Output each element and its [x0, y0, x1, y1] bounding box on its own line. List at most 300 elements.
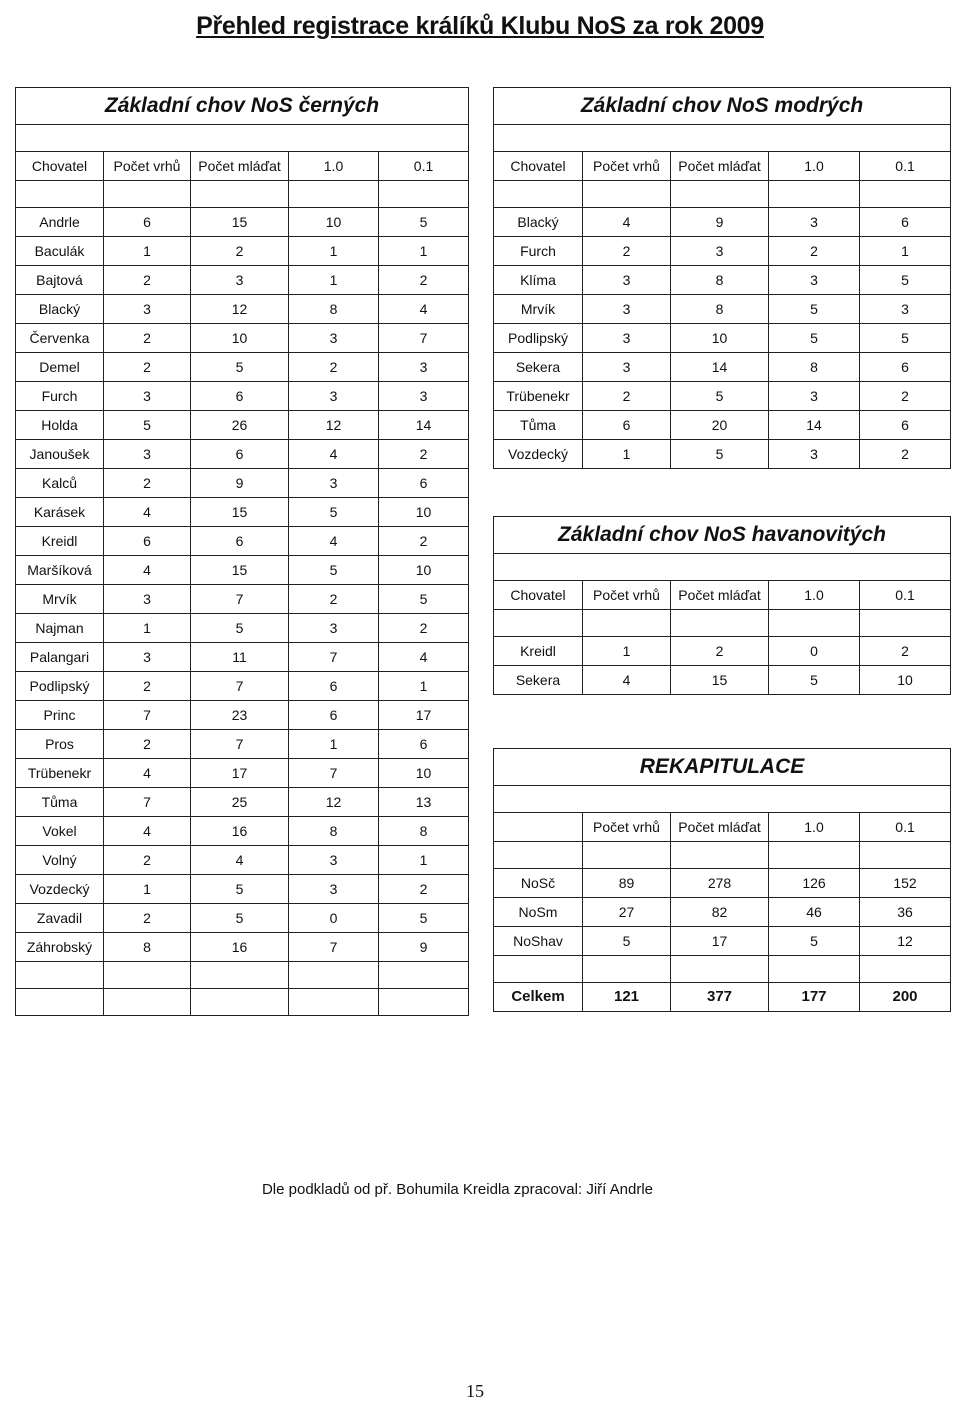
breeder-cell: Janoušek	[16, 440, 104, 469]
value-cell: 1	[289, 730, 379, 759]
breeder-cell: NoSč	[494, 869, 583, 898]
value-cell: 14	[671, 353, 769, 382]
table-row	[16, 875, 469, 904]
table-row	[16, 556, 469, 585]
empty-cell	[379, 181, 469, 208]
value-cell: 7	[191, 672, 289, 701]
breeder-cell: Baculák	[16, 237, 104, 266]
table-row	[16, 585, 469, 614]
spacer-row	[16, 125, 469, 152]
page-title: Přehled registrace králíků Klubu NoS za rok 2009	[196, 12, 764, 40]
column-header: Chovatel	[494, 152, 583, 181]
breeder-cell: Sekera	[494, 353, 583, 382]
value-cell: 7	[289, 643, 379, 672]
value-cell: 4	[104, 498, 191, 527]
value-cell: 1	[104, 237, 191, 266]
table-row	[16, 614, 469, 643]
value-cell: 9	[191, 469, 289, 498]
value-cell: 6	[289, 701, 379, 730]
value-cell: 3	[104, 382, 191, 411]
value-cell: 5	[379, 904, 469, 933]
breeder-cell: Bajtová	[16, 266, 104, 295]
value-cell: 12	[289, 788, 379, 817]
value-cell: 126	[769, 869, 860, 898]
total-value: 121	[583, 983, 671, 1012]
value-cell: 2	[104, 672, 191, 701]
value-cell: 3	[289, 469, 379, 498]
column-header: Počet vrhů	[583, 152, 671, 181]
breeder-cell: Maršíková	[16, 556, 104, 585]
value-cell: 3	[671, 237, 769, 266]
empty-cell	[494, 842, 583, 869]
black-breeding-table	[15, 87, 469, 1016]
value-cell: 15	[671, 666, 769, 695]
value-cell: 8	[769, 353, 860, 382]
value-cell: 89	[583, 869, 671, 898]
value-cell: 2	[191, 237, 289, 266]
value-cell: 1	[104, 614, 191, 643]
table-row	[16, 643, 469, 672]
blue-breeding-table	[493, 87, 951, 469]
value-cell: 5	[671, 440, 769, 469]
total-value: 377	[671, 983, 769, 1012]
value-cell: 3	[583, 266, 671, 295]
value-cell: 2	[379, 266, 469, 295]
empty-cell	[494, 956, 583, 983]
table-row	[16, 382, 469, 411]
column-header: Počet vrhů	[104, 152, 191, 181]
breeder-cell: Tůma	[16, 788, 104, 817]
table-row	[494, 786, 951, 813]
empty-cell	[769, 842, 860, 869]
value-cell: 278	[671, 869, 769, 898]
table-caption: Základní chov NoS černých	[16, 88, 469, 125]
breeder-cell: Kreidl	[16, 527, 104, 556]
value-cell: 2	[104, 266, 191, 295]
value-cell: 10	[379, 759, 469, 788]
table-caption: Základní chov NoS havanovitých	[494, 517, 951, 554]
total-row	[494, 983, 951, 1012]
value-cell: 5	[104, 411, 191, 440]
breeder-cell: Klíma	[494, 266, 583, 295]
breeder-cell: Najman	[16, 614, 104, 643]
value-cell: 8	[104, 933, 191, 962]
recap-table	[493, 748, 951, 1012]
column-header: 0.1	[379, 152, 469, 181]
value-cell: 3	[769, 440, 860, 469]
value-cell: 2	[583, 237, 671, 266]
column-header: Počet vrhů	[583, 581, 671, 610]
breeder-cell: Demel	[16, 353, 104, 382]
empty-cell	[191, 989, 289, 1016]
value-cell: 17	[671, 927, 769, 956]
empty-cell	[494, 610, 583, 637]
empty-cell	[769, 610, 860, 637]
value-cell: 0	[769, 637, 860, 666]
value-cell: 20	[671, 411, 769, 440]
table-row	[16, 411, 469, 440]
column-header: Chovatel	[16, 152, 104, 181]
value-cell: 3	[289, 614, 379, 643]
value-cell: 10	[671, 324, 769, 353]
empty-cell	[583, 956, 671, 983]
value-cell: 3	[583, 295, 671, 324]
empty-cell	[583, 610, 671, 637]
table-row	[494, 749, 951, 786]
table-row	[494, 88, 951, 125]
total-value: 177	[769, 983, 860, 1012]
empty-cell	[16, 962, 104, 989]
value-cell: 5	[769, 295, 860, 324]
table-row	[16, 788, 469, 817]
table-row	[16, 88, 469, 125]
value-cell: 5	[860, 266, 951, 295]
empty-cell	[671, 181, 769, 208]
table-row	[494, 324, 951, 353]
value-cell: 4	[379, 643, 469, 672]
breeder-cell: Zavadil	[16, 904, 104, 933]
table-row	[16, 730, 469, 759]
value-cell: 4	[583, 208, 671, 237]
column-header: 1.0	[769, 152, 860, 181]
table-row	[16, 353, 469, 382]
breeder-cell: Tůma	[494, 411, 583, 440]
breeder-cell: Karásek	[16, 498, 104, 527]
empty-cell	[769, 956, 860, 983]
value-cell: 6	[104, 527, 191, 556]
breeder-cell: Mrvík	[16, 585, 104, 614]
table-row	[16, 817, 469, 846]
value-cell: 17	[379, 701, 469, 730]
value-cell: 4	[379, 295, 469, 324]
empty-cell	[16, 181, 104, 208]
value-cell: 46	[769, 898, 860, 927]
value-cell: 10	[289, 208, 379, 237]
page-number: 15	[466, 1381, 484, 1401]
breeder-cell: Kalců	[16, 469, 104, 498]
table-row	[494, 898, 951, 927]
value-cell: 2	[104, 469, 191, 498]
value-cell: 3	[104, 585, 191, 614]
table-row	[494, 813, 951, 842]
empty-cell	[494, 181, 583, 208]
table-caption: Základní chov NoS modrých	[494, 88, 951, 125]
table-row	[494, 125, 951, 152]
value-cell: 14	[379, 411, 469, 440]
value-cell: 10	[379, 498, 469, 527]
value-cell: 6	[191, 382, 289, 411]
table-row	[16, 904, 469, 933]
value-cell: 4	[104, 759, 191, 788]
value-cell: 3	[104, 643, 191, 672]
table-row	[16, 237, 469, 266]
table-row	[494, 411, 951, 440]
havana-breeding-table	[493, 516, 951, 695]
value-cell: 2	[104, 353, 191, 382]
column-header: 1.0	[769, 813, 860, 842]
value-cell: 8	[289, 817, 379, 846]
value-cell: 2	[379, 527, 469, 556]
value-cell: 36	[860, 898, 951, 927]
value-cell: 3	[191, 266, 289, 295]
value-cell: 8	[671, 266, 769, 295]
value-cell: 1	[860, 237, 951, 266]
spacer-row	[494, 554, 951, 581]
column-header: Počet mláďat	[671, 152, 769, 181]
value-cell: 6	[860, 208, 951, 237]
value-cell: 2	[860, 637, 951, 666]
value-cell: 3	[769, 208, 860, 237]
value-cell: 15	[191, 208, 289, 237]
table-row	[494, 295, 951, 324]
value-cell: 3	[289, 846, 379, 875]
empty-cell	[860, 956, 951, 983]
value-cell: 5	[379, 208, 469, 237]
table-caption: REKAPITULACE	[494, 749, 951, 786]
value-cell: 5	[769, 666, 860, 695]
value-cell: 2	[104, 904, 191, 933]
column-header: 0.1	[860, 581, 951, 610]
table-row	[494, 554, 951, 581]
table-row	[16, 498, 469, 527]
table-row	[16, 440, 469, 469]
value-cell: 5	[583, 927, 671, 956]
empty-cell	[860, 610, 951, 637]
value-cell: 5	[191, 875, 289, 904]
value-cell: 8	[379, 817, 469, 846]
empty-cell	[16, 989, 104, 1016]
value-cell: 15	[191, 498, 289, 527]
table-row	[16, 672, 469, 701]
value-cell: 9	[379, 933, 469, 962]
value-cell: 7	[104, 701, 191, 730]
empty-cell	[104, 181, 191, 208]
column-header: 1.0	[289, 152, 379, 181]
value-cell: 7	[191, 730, 289, 759]
value-cell: 6	[379, 730, 469, 759]
value-cell: 7	[191, 585, 289, 614]
value-cell: 3	[289, 875, 379, 904]
value-cell: 6	[860, 353, 951, 382]
breeder-cell: Blacký	[16, 295, 104, 324]
table-row	[16, 527, 469, 556]
value-cell: 16	[191, 933, 289, 962]
value-cell: 5	[191, 353, 289, 382]
value-cell: 9	[671, 208, 769, 237]
value-cell: 2	[379, 614, 469, 643]
breeder-cell: Vozdecký	[494, 440, 583, 469]
value-cell: 8	[671, 295, 769, 324]
column-header: Počet mláďat	[671, 581, 769, 610]
value-cell: 2	[289, 585, 379, 614]
value-cell: 8	[289, 295, 379, 324]
table-row	[16, 152, 469, 181]
value-cell: 6	[191, 527, 289, 556]
table-row	[16, 469, 469, 498]
value-cell: 3	[289, 324, 379, 353]
empty-cell	[104, 989, 191, 1016]
column-header: 0.1	[860, 152, 951, 181]
value-cell: 6	[104, 208, 191, 237]
value-cell: 16	[191, 817, 289, 846]
value-cell: 5	[379, 585, 469, 614]
value-cell: 6	[860, 411, 951, 440]
value-cell: 10	[379, 556, 469, 585]
table-row	[494, 927, 951, 956]
total-value: 200	[860, 983, 951, 1012]
value-cell: 4	[289, 440, 379, 469]
value-cell: 27	[583, 898, 671, 927]
breeder-cell: Blacký	[494, 208, 583, 237]
value-cell: 4	[289, 527, 379, 556]
value-cell: 3	[289, 382, 379, 411]
total-label: Celkem	[494, 983, 583, 1012]
column-header: Počet mláďat	[191, 152, 289, 181]
value-cell: 2	[671, 637, 769, 666]
table-row	[494, 382, 951, 411]
value-cell: 4	[104, 817, 191, 846]
table-row	[494, 208, 951, 237]
column-header: 1.0	[769, 581, 860, 610]
table-row	[16, 295, 469, 324]
value-cell: 2	[104, 730, 191, 759]
table-row	[494, 637, 951, 666]
table-row	[494, 666, 951, 695]
empty-cell	[769, 181, 860, 208]
value-cell: 7	[104, 788, 191, 817]
value-cell: 5	[289, 498, 379, 527]
empty-cell	[379, 989, 469, 1016]
breeder-cell: Furch	[494, 237, 583, 266]
value-cell: 3	[769, 266, 860, 295]
value-cell: 7	[289, 759, 379, 788]
value-cell: 6	[289, 672, 379, 701]
breeder-cell: Princ	[16, 701, 104, 730]
empty-cell	[583, 842, 671, 869]
breeder-cell: Vokel	[16, 817, 104, 846]
value-cell: 2	[289, 353, 379, 382]
breeder-cell: Holda	[16, 411, 104, 440]
value-cell: 11	[191, 643, 289, 672]
value-cell: 25	[191, 788, 289, 817]
value-cell: 1	[289, 237, 379, 266]
value-cell: 0	[289, 904, 379, 933]
value-cell: 26	[191, 411, 289, 440]
value-cell: 3	[860, 295, 951, 324]
empty-cell	[191, 181, 289, 208]
value-cell: 82	[671, 898, 769, 927]
column-header	[494, 813, 583, 842]
table-row	[494, 842, 951, 869]
value-cell: 3	[769, 382, 860, 411]
value-cell: 1	[583, 440, 671, 469]
empty-cell	[671, 956, 769, 983]
table-row	[494, 517, 951, 554]
value-cell: 1	[379, 237, 469, 266]
value-cell: 12	[860, 927, 951, 956]
breeder-cell: Záhrobský	[16, 933, 104, 962]
value-cell: 1	[379, 672, 469, 701]
value-cell: 1	[583, 637, 671, 666]
table-row	[494, 581, 951, 610]
value-cell: 17	[191, 759, 289, 788]
value-cell: 6	[379, 469, 469, 498]
value-cell: 5	[671, 382, 769, 411]
value-cell: 2	[104, 846, 191, 875]
value-cell: 5	[769, 324, 860, 353]
value-cell: 4	[583, 666, 671, 695]
column-header: Počet mláďat	[671, 813, 769, 842]
value-cell: 12	[191, 295, 289, 324]
empty-cell	[289, 989, 379, 1016]
breeder-cell: Mrvík	[494, 295, 583, 324]
value-cell: 3	[104, 295, 191, 324]
column-header: Chovatel	[494, 581, 583, 610]
table-row	[494, 152, 951, 181]
breeder-cell: NoSm	[494, 898, 583, 927]
table-row	[494, 956, 951, 983]
value-cell: 2	[583, 382, 671, 411]
empty-cell	[671, 842, 769, 869]
breeder-cell: Volný	[16, 846, 104, 875]
value-cell: 2	[379, 440, 469, 469]
value-cell: 12	[289, 411, 379, 440]
table-row	[16, 759, 469, 788]
empty-cell	[860, 842, 951, 869]
value-cell: 3	[583, 324, 671, 353]
value-cell: 1	[289, 266, 379, 295]
table-row	[16, 208, 469, 237]
spacer-row	[494, 125, 951, 152]
empty-cell	[583, 181, 671, 208]
value-cell: 4	[104, 556, 191, 585]
table-row	[494, 353, 951, 382]
empty-cell	[289, 181, 379, 208]
value-cell: 10	[860, 666, 951, 695]
value-cell: 6	[191, 440, 289, 469]
value-cell: 4	[191, 846, 289, 875]
value-cell: 2	[769, 237, 860, 266]
value-cell: 2	[379, 875, 469, 904]
empty-cell	[671, 610, 769, 637]
breeder-cell: Sekera	[494, 666, 583, 695]
empty-cell	[860, 181, 951, 208]
value-cell: 6	[583, 411, 671, 440]
value-cell: 5	[860, 324, 951, 353]
value-cell: 3	[104, 440, 191, 469]
breeder-cell: Palangari	[16, 643, 104, 672]
breeder-cell: Červenka	[16, 324, 104, 353]
value-cell: 13	[379, 788, 469, 817]
table-row	[16, 989, 469, 1016]
empty-cell	[379, 962, 469, 989]
spacer-row	[494, 786, 951, 813]
table-row	[494, 266, 951, 295]
table-row	[494, 237, 951, 266]
value-cell: 152	[860, 869, 951, 898]
value-cell: 23	[191, 701, 289, 730]
table-row	[16, 701, 469, 730]
empty-cell	[191, 962, 289, 989]
empty-cell	[104, 962, 191, 989]
table-row	[494, 869, 951, 898]
value-cell: 15	[191, 556, 289, 585]
value-cell: 10	[191, 324, 289, 353]
column-header: 0.1	[860, 813, 951, 842]
value-cell: 14	[769, 411, 860, 440]
table-row	[494, 181, 951, 208]
breeder-cell: Pros	[16, 730, 104, 759]
